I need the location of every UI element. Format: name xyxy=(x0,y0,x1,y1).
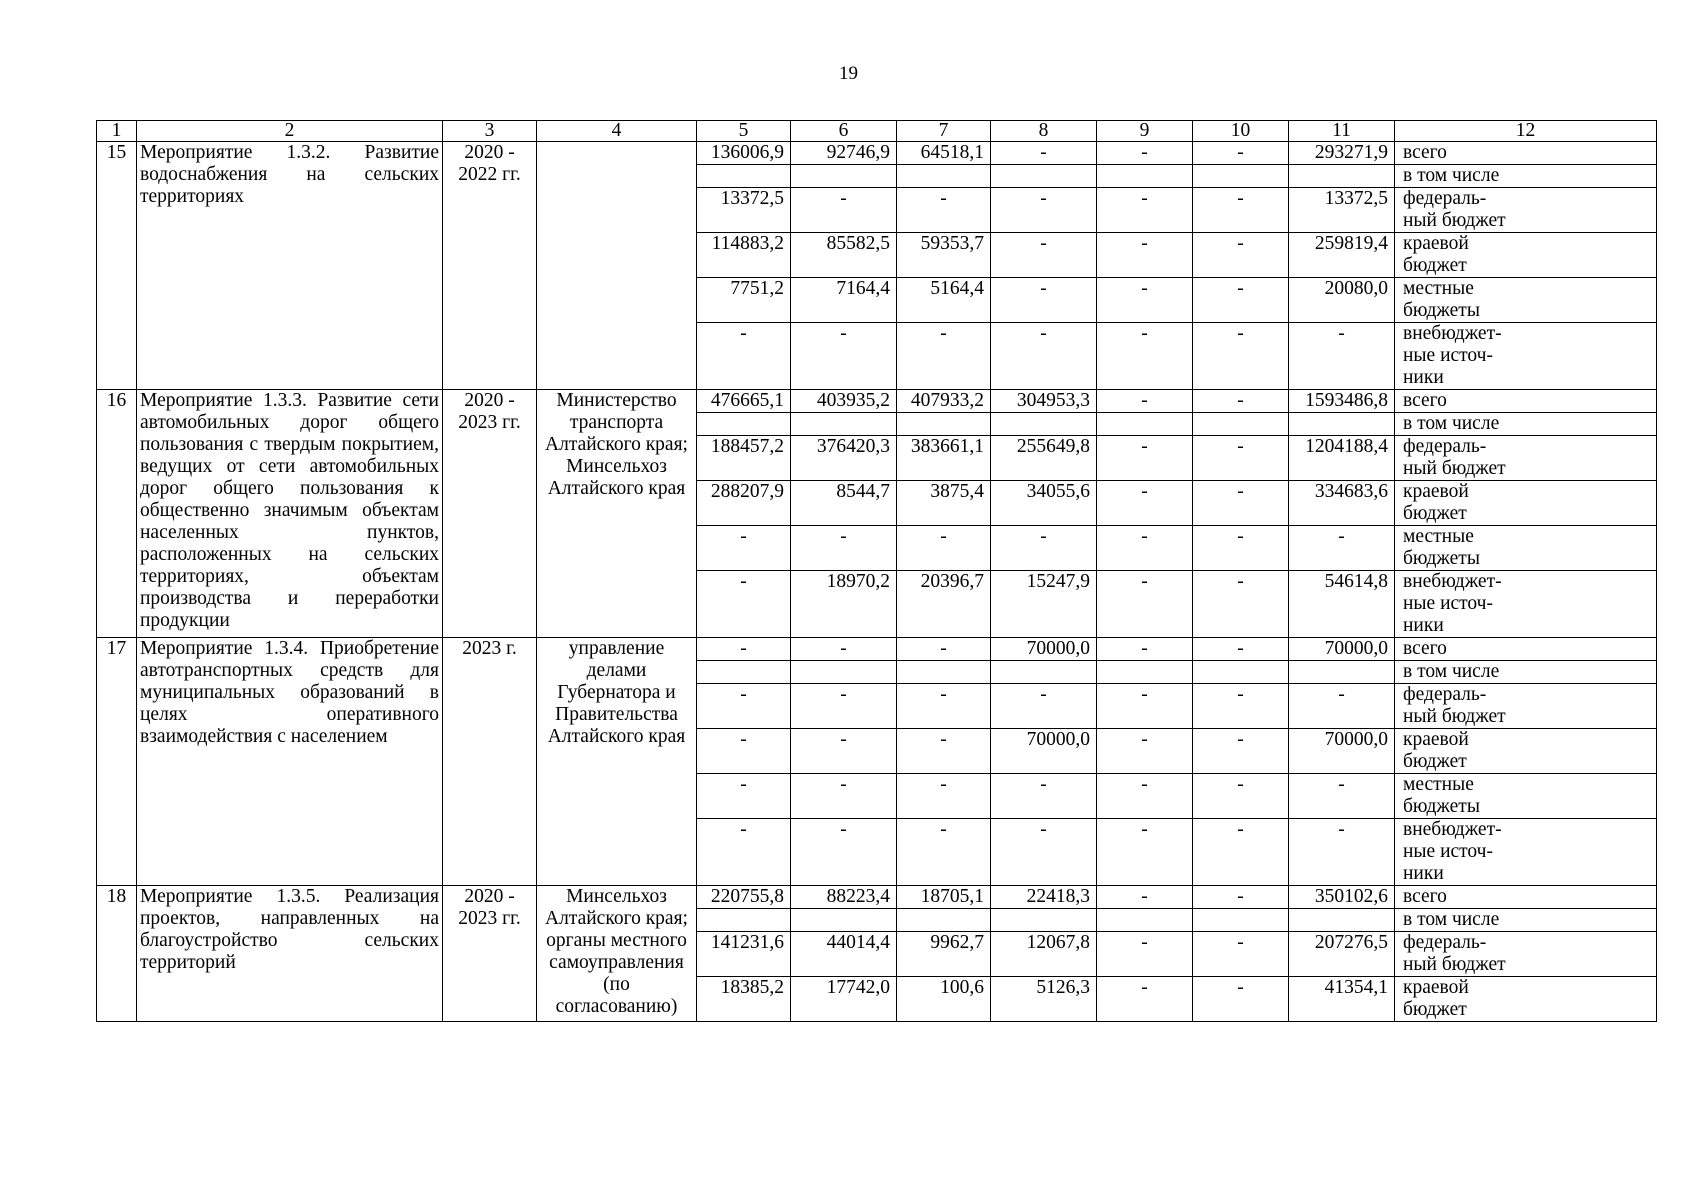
value-cell xyxy=(791,661,897,684)
header-cell-5: 5 xyxy=(697,121,791,142)
header-cell-8: 8 xyxy=(991,121,1097,142)
value-cell: - xyxy=(1193,323,1289,390)
value-cell xyxy=(1097,413,1193,436)
value-cell xyxy=(1097,909,1193,932)
value-cell: 5164,4 xyxy=(897,278,991,323)
period: 2020 - 2023 гг. xyxy=(443,390,537,638)
value-cell: 476665,1 xyxy=(697,390,791,413)
value-cell: - xyxy=(697,684,791,729)
value-cell: - xyxy=(1097,729,1193,774)
header-cell-10: 10 xyxy=(1193,121,1289,142)
value-cell: - xyxy=(697,729,791,774)
value-cell: - xyxy=(1289,774,1395,819)
value-cell: - xyxy=(697,571,791,638)
value-cell: - xyxy=(1193,436,1289,481)
value-cell: 70000,0 xyxy=(991,729,1097,774)
value-cell: 407933,2 xyxy=(897,390,991,413)
value-cell: - xyxy=(1193,526,1289,571)
funding-source: местные бюджеты xyxy=(1395,278,1657,323)
value-cell: - xyxy=(1097,526,1193,571)
row-index: 15 xyxy=(97,142,137,390)
value-cell: - xyxy=(791,774,897,819)
value-cell: 34055,6 xyxy=(991,481,1097,526)
value-cell xyxy=(897,909,991,932)
value-cell: 8544,7 xyxy=(791,481,897,526)
value-cell: - xyxy=(1289,526,1395,571)
value-cell: - xyxy=(791,323,897,390)
value-cell xyxy=(1289,165,1395,188)
value-cell: - xyxy=(1193,729,1289,774)
value-cell: 3875,4 xyxy=(897,481,991,526)
value-cell: - xyxy=(697,323,791,390)
period: 2023 г. xyxy=(443,638,537,886)
value-cell: 100,6 xyxy=(897,977,991,1022)
value-cell: - xyxy=(897,188,991,233)
value-cell: - xyxy=(1097,390,1193,413)
value-cell: - xyxy=(1193,886,1289,909)
funding-source: федераль- ный бюджет xyxy=(1395,188,1657,233)
funding-source: всего xyxy=(1395,142,1657,165)
executor: управление делами Губернатора и Правительства Алтайского края xyxy=(537,638,697,886)
funding-source: в том числе xyxy=(1395,413,1657,436)
value-cell: - xyxy=(1097,571,1193,638)
value-cell: - xyxy=(1193,233,1289,278)
value-cell: - xyxy=(991,188,1097,233)
measure-name: Мероприятие 1.3.3. Развитие сети автомобильных дорог общего пользования с твердым покрытием, ведущих от сети автомобильных дорог общего пользования к общественно значимым объектам населенных пунктов, расположенных на сельских территориях, объектам производства и переработки продукции xyxy=(137,390,443,638)
value-cell: 92746,9 xyxy=(791,142,897,165)
value-cell: - xyxy=(791,638,897,661)
value-cell: - xyxy=(1193,774,1289,819)
budget-table xyxy=(96,120,1657,1022)
executor: Министерство транспорта Алтайского края; Минсельхоз Алтайского края xyxy=(537,390,697,638)
value-cell: - xyxy=(1193,819,1289,886)
value-cell: 350102,6 xyxy=(1289,886,1395,909)
value-cell: - xyxy=(1289,819,1395,886)
value-cell: - xyxy=(897,819,991,886)
value-cell: - xyxy=(1097,977,1193,1022)
funding-source: краевой бюджет xyxy=(1395,481,1657,526)
header-cell-3: 3 xyxy=(443,121,537,142)
value-cell: 20396,7 xyxy=(897,571,991,638)
page-number: 19 xyxy=(839,63,858,84)
value-cell: 7164,4 xyxy=(791,278,897,323)
value-cell: 9962,7 xyxy=(897,932,991,977)
header-cell-9: 9 xyxy=(1097,121,1193,142)
funding-source: федераль- ный бюджет xyxy=(1395,932,1657,977)
value-cell: 20080,0 xyxy=(1289,278,1395,323)
value-cell: 59353,7 xyxy=(897,233,991,278)
funding-source: федераль- ный бюджет xyxy=(1395,684,1657,729)
value-cell: 259819,4 xyxy=(1289,233,1395,278)
value-cell: - xyxy=(1097,436,1193,481)
executor: Минсельхоз Алтайского края; органы местного самоуправления (по согласованию) xyxy=(537,886,697,1022)
value-cell: - xyxy=(897,638,991,661)
value-cell: - xyxy=(1193,188,1289,233)
value-cell: - xyxy=(1289,684,1395,729)
measure-name: Мероприятие 1.3.2. Развитие водоснабжения на сельских территориях xyxy=(137,142,443,390)
value-cell xyxy=(897,165,991,188)
value-cell: 403935,2 xyxy=(791,390,897,413)
value-cell: 18385,2 xyxy=(697,977,791,1022)
value-cell xyxy=(791,165,897,188)
value-cell: - xyxy=(1097,932,1193,977)
value-cell: - xyxy=(1193,390,1289,413)
value-cell: - xyxy=(991,233,1097,278)
value-cell: 288207,9 xyxy=(697,481,791,526)
value-cell: 1204188,4 xyxy=(1289,436,1395,481)
value-cell: - xyxy=(1097,684,1193,729)
value-cell: - xyxy=(1097,188,1193,233)
row-index: 18 xyxy=(97,886,137,1022)
value-cell: 7751,2 xyxy=(697,278,791,323)
value-cell: 70000,0 xyxy=(1289,729,1395,774)
value-cell: - xyxy=(1097,886,1193,909)
value-cell: - xyxy=(897,323,991,390)
value-cell: - xyxy=(1193,977,1289,1022)
value-cell: 18970,2 xyxy=(791,571,897,638)
table-row xyxy=(97,142,1657,165)
executor xyxy=(537,142,697,390)
period: 2020 - 2023 гг. xyxy=(443,886,537,1022)
value-cell xyxy=(697,413,791,436)
value-cell: 304953,3 xyxy=(991,390,1097,413)
value-cell: 70000,0 xyxy=(991,638,1097,661)
value-cell: 255649,8 xyxy=(991,436,1097,481)
row-index: 16 xyxy=(97,390,137,638)
value-cell xyxy=(1097,661,1193,684)
value-cell: - xyxy=(991,684,1097,729)
value-cell xyxy=(697,165,791,188)
value-cell: - xyxy=(897,684,991,729)
value-cell xyxy=(1193,661,1289,684)
value-cell: - xyxy=(991,278,1097,323)
table-row xyxy=(97,390,1657,413)
value-cell: 188457,2 xyxy=(697,436,791,481)
funding-source: всего xyxy=(1395,638,1657,661)
value-cell: - xyxy=(1097,233,1193,278)
value-cell: - xyxy=(991,142,1097,165)
value-cell: 334683,6 xyxy=(1289,481,1395,526)
funding-source: внебюджет- ные источ- ники xyxy=(1395,571,1657,638)
value-cell: - xyxy=(791,729,897,774)
value-cell: - xyxy=(1097,819,1193,886)
funding-source: в том числе xyxy=(1395,661,1657,684)
value-cell: 17742,0 xyxy=(791,977,897,1022)
value-cell: 141231,6 xyxy=(697,932,791,977)
value-cell: 136006,9 xyxy=(697,142,791,165)
funding-source: всего xyxy=(1395,886,1657,909)
value-cell: 220755,8 xyxy=(697,886,791,909)
value-cell xyxy=(991,661,1097,684)
funding-source: федераль- ный бюджет xyxy=(1395,436,1657,481)
value-cell: - xyxy=(697,774,791,819)
value-cell: - xyxy=(1193,571,1289,638)
value-cell: 1593486,8 xyxy=(1289,390,1395,413)
header-cell-12: 12 xyxy=(1395,121,1657,142)
value-cell: - xyxy=(1097,638,1193,661)
funding-source: краевой бюджет xyxy=(1395,233,1657,278)
value-cell xyxy=(897,661,991,684)
value-cell: - xyxy=(697,819,791,886)
funding-source: в том числе xyxy=(1395,165,1657,188)
header-cell-1: 1 xyxy=(97,121,137,142)
value-cell: 15247,9 xyxy=(991,571,1097,638)
value-cell: 18705,1 xyxy=(897,886,991,909)
value-cell: 114883,2 xyxy=(697,233,791,278)
value-cell: - xyxy=(1097,142,1193,165)
value-cell: 13372,5 xyxy=(1289,188,1395,233)
value-cell xyxy=(991,909,1097,932)
value-cell: 12067,8 xyxy=(991,932,1097,977)
value-cell xyxy=(1289,413,1395,436)
value-cell: - xyxy=(1097,481,1193,526)
value-cell: 85582,5 xyxy=(791,233,897,278)
value-cell: 44014,4 xyxy=(791,932,897,977)
value-cell: - xyxy=(791,684,897,729)
funding-source: всего xyxy=(1395,390,1657,413)
value-cell: - xyxy=(1193,638,1289,661)
period: 2020 - 2022 гг. xyxy=(443,142,537,390)
value-cell: 54614,8 xyxy=(1289,571,1395,638)
value-cell: 70000,0 xyxy=(1289,638,1395,661)
funding-source: краевой бюджет xyxy=(1395,977,1657,1022)
measure-name: Мероприятие 1.3.4. Приобретение автотранспортных средств для муниципальных образований в целях оперативного взаимодействия с населением xyxy=(137,638,443,886)
funding-source: в том числе xyxy=(1395,909,1657,932)
value-cell: - xyxy=(1193,481,1289,526)
value-cell xyxy=(697,661,791,684)
value-cell: - xyxy=(697,638,791,661)
value-cell: - xyxy=(897,774,991,819)
value-cell: - xyxy=(791,188,897,233)
value-cell xyxy=(991,413,1097,436)
table-row xyxy=(97,886,1657,909)
header-cell-11: 11 xyxy=(1289,121,1395,142)
value-cell xyxy=(897,413,991,436)
value-cell: - xyxy=(1097,323,1193,390)
funding-source: внебюджет- ные источ- ники xyxy=(1395,819,1657,886)
value-cell xyxy=(991,165,1097,188)
value-cell: 41354,1 xyxy=(1289,977,1395,1022)
value-cell xyxy=(791,413,897,436)
value-cell xyxy=(1097,165,1193,188)
value-cell: 64518,1 xyxy=(897,142,991,165)
value-cell: - xyxy=(991,774,1097,819)
funding-source: местные бюджеты xyxy=(1395,774,1657,819)
header-row xyxy=(97,121,1657,142)
header-cell-6: 6 xyxy=(791,121,897,142)
value-cell: - xyxy=(1097,774,1193,819)
value-cell: - xyxy=(1097,278,1193,323)
header-cell-2: 2 xyxy=(137,121,443,142)
value-cell: - xyxy=(991,526,1097,571)
value-cell: - xyxy=(897,526,991,571)
value-cell: - xyxy=(1289,323,1395,390)
value-cell: 5126,3 xyxy=(991,977,1097,1022)
value-cell: - xyxy=(897,729,991,774)
value-cell: - xyxy=(1193,142,1289,165)
funding-source: краевой бюджет xyxy=(1395,729,1657,774)
value-cell: 88223,4 xyxy=(791,886,897,909)
value-cell: - xyxy=(791,819,897,886)
header-cell-4: 4 xyxy=(537,121,697,142)
value-cell xyxy=(791,909,897,932)
measure-name: Мероприятие 1.3.5. Реализация проектов, направленных на благоустройство сельских территорий xyxy=(137,886,443,1022)
value-cell xyxy=(1193,413,1289,436)
value-cell: 22418,3 xyxy=(991,886,1097,909)
header-cell-7: 7 xyxy=(897,121,991,142)
value-cell: 383661,1 xyxy=(897,436,991,481)
row-index: 17 xyxy=(97,638,137,886)
value-cell: 293271,9 xyxy=(1289,142,1395,165)
value-cell: - xyxy=(1193,278,1289,323)
funding-source: внебюджет- ные источ- ники xyxy=(1395,323,1657,390)
value-cell: 13372,5 xyxy=(697,188,791,233)
value-cell xyxy=(697,909,791,932)
value-cell: - xyxy=(1193,932,1289,977)
value-cell: - xyxy=(791,526,897,571)
value-cell xyxy=(1193,165,1289,188)
value-cell xyxy=(1193,909,1289,932)
table-row xyxy=(97,638,1657,661)
value-cell: - xyxy=(991,819,1097,886)
value-cell: - xyxy=(697,526,791,571)
value-cell xyxy=(1289,661,1395,684)
value-cell: - xyxy=(1193,684,1289,729)
value-cell: - xyxy=(991,323,1097,390)
value-cell: 376420,3 xyxy=(791,436,897,481)
value-cell: 207276,5 xyxy=(1289,932,1395,977)
funding-source: местные бюджеты xyxy=(1395,526,1657,571)
value-cell xyxy=(1289,909,1395,932)
